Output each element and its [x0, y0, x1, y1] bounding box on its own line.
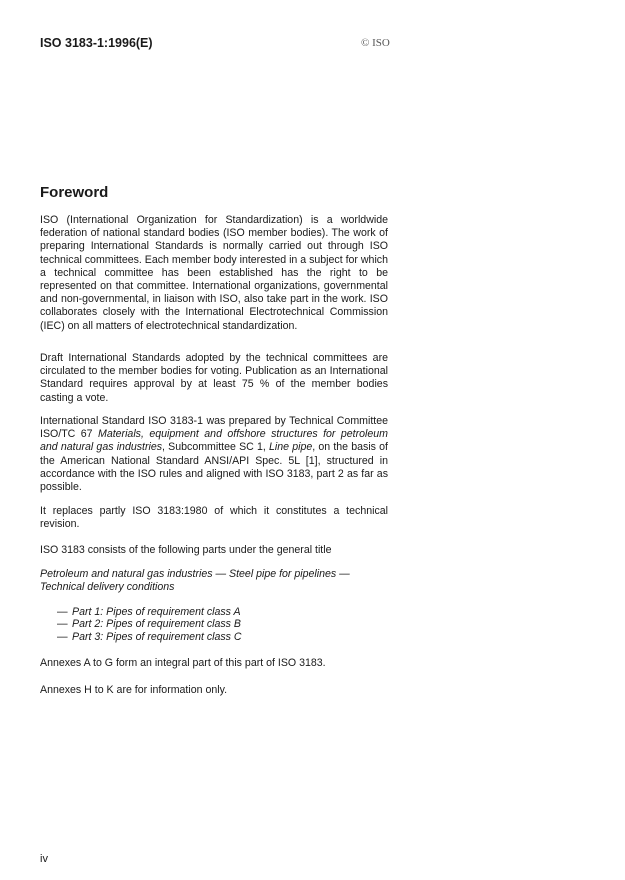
- prepared-by-tail: , on the basis of the American National Standard ANSI/API Spec. 5L [1], structured in accordance with the ISO rules and aligned with ISO 3183, part 2 as far as possible.: [40, 441, 388, 494]
- part-label: Part 2: Pipes of requirement class B: [72, 618, 241, 631]
- list-item: [40, 631, 388, 643]
- paragraph-prepared-by: [40, 415, 388, 494]
- prepared-by-mid: , Subcommittee SC 1,: [162, 441, 269, 454]
- committee-title: Materials, equipment and offshore structures for petroleum and natural gas industries: [40, 428, 389, 454]
- subcommittee-title: Line pipe: [268, 441, 313, 454]
- part-label: Part 3: Pipes of requirement class C: [72, 630, 242, 643]
- list-dash: —: [57, 606, 68, 618]
- prepared-by-lead: International Standard ISO 3183-1 was prepared by Technical Committee ISO/TC 67: [40, 415, 388, 441]
- parts-list: [40, 606, 388, 643]
- page-title: Foreword: [40, 184, 109, 201]
- paragraph-informative-annexes: Annexes H to K are for information only.: [40, 684, 228, 696]
- paragraph-replaces: It replaces partly ISO 3183:1980 of which it constitutes a technical revision.: [40, 505, 388, 531]
- paragraph-parts-intro: ISO 3183 consists of the following parts under the general title: [40, 544, 332, 556]
- general-title: Petroleum and natural gas industries — Steel pipe for pipelines — Technical delivery conditions: [40, 568, 350, 594]
- document-id: ISO 3183-1:1996(E): [40, 36, 153, 50]
- list-dash: —: [57, 618, 68, 631]
- copyright-mark: © ISO: [361, 37, 390, 49]
- part-label: Part 1: Pipes of requirement class A: [72, 606, 241, 618]
- paragraph-draft-standards: Draft International Standards adopted by the technical committees are circulated to the member bodies for voting. Publication as an International Standard requires approval by at least 75 % of the member bodies casting a vote.: [40, 352, 388, 404]
- paragraph-normative-annexes: Annexes A to G form an integral part of this part of ISO 3183.: [40, 657, 326, 669]
- page-number: iv: [40, 853, 48, 865]
- paragraph-iso-intro: ISO (International Organization for Standardization) is a worldwide federation of national standard bodies (ISO member bodies). The work of preparing International Standards is normally carried out through ISO technical committees. Each member body interested in a subject for which a technical committee has been established has the right to be represented on that committee. International organizations, governmental and non-governmental, in liaison with ISO, also take part in the work. ISO collaborates closely with the International Electrotechnical Commission (IEC) on all matters of electrotechnical standardization.: [40, 214, 388, 332]
- list-item: [40, 606, 388, 618]
- list-item: [40, 618, 388, 630]
- list-dash: —: [57, 630, 68, 643]
